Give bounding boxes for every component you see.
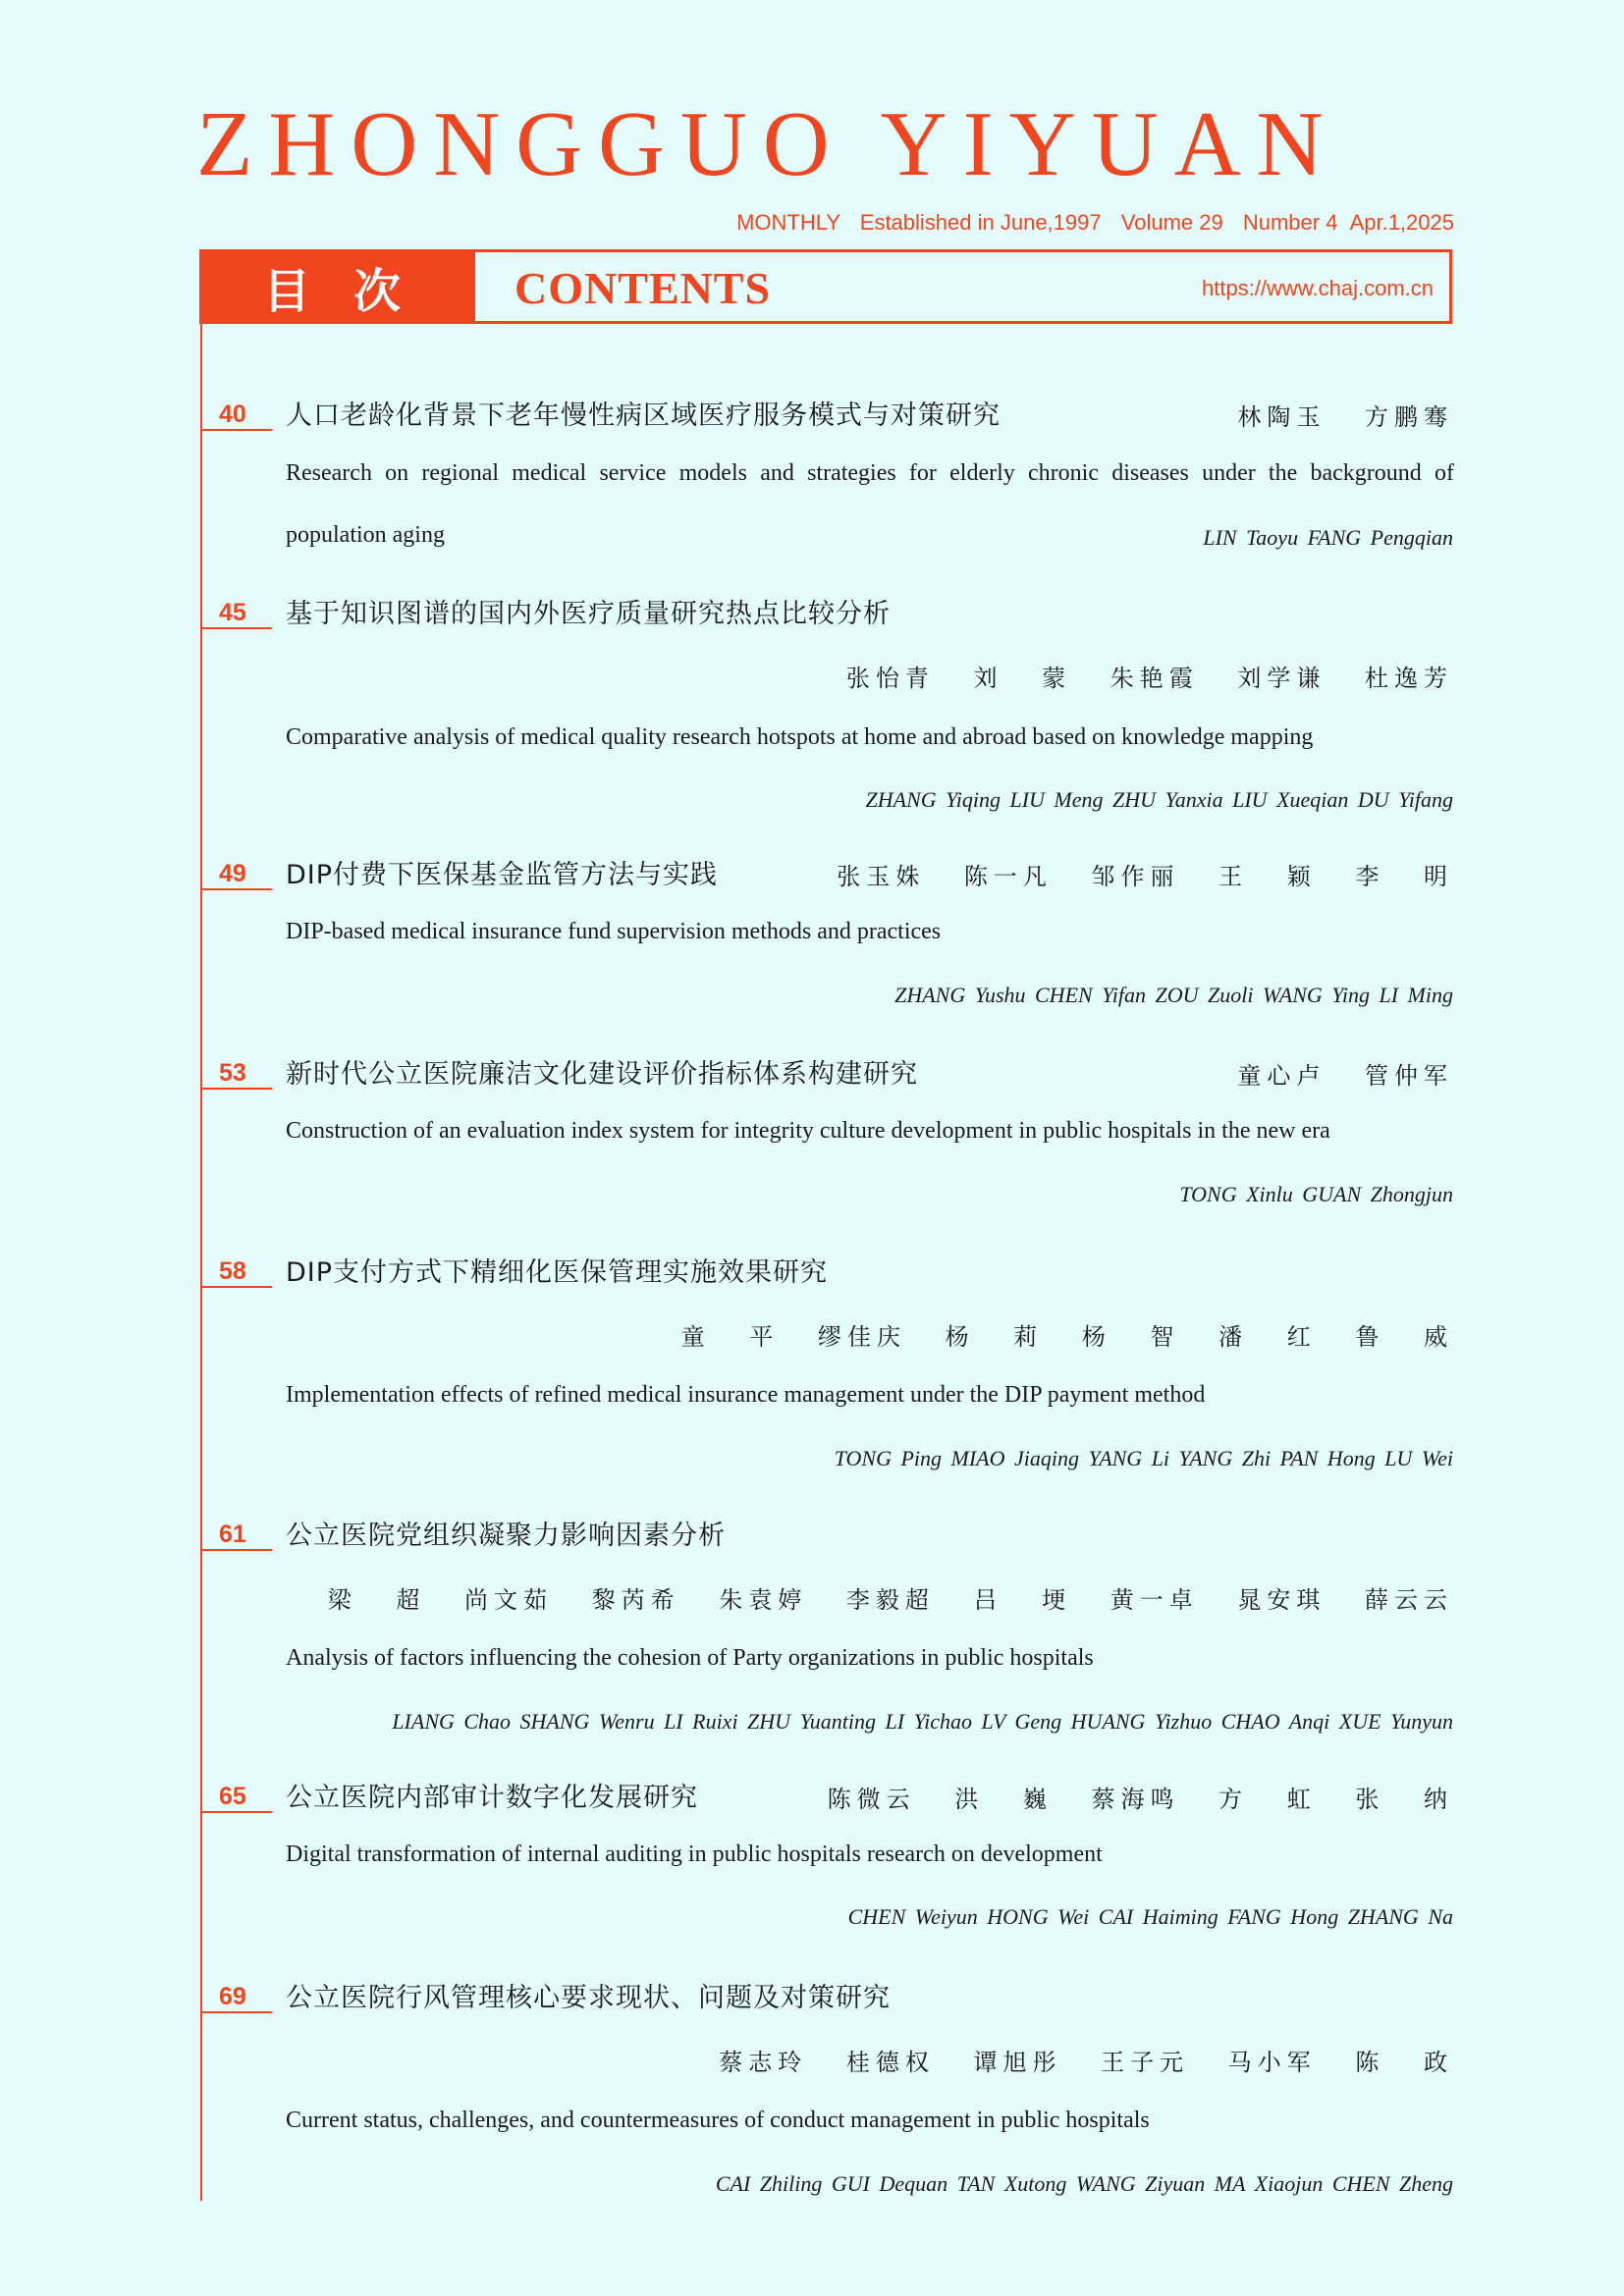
authors-cn: 童心卢 管仲军 [1237, 1062, 1453, 1090]
contents-label-cn: 目次 [202, 252, 475, 321]
page-number: 61 [201, 1520, 272, 1551]
contents-banner [199, 249, 1452, 324]
page-number: 65 [201, 1782, 272, 1813]
article-title-en[interactable]: Analysis of factors influencing the cohesion of Party organizations in public hospitals [286, 1645, 1094, 1671]
article-title-cn[interactable]: 人口老龄化背景下老年慢性病区域医疗服务模式与对策研究 [286, 400, 1001, 431]
article-title-en[interactable]: Construction of an evaluation index system for integrity culture development in public hospitals in the new era [286, 1118, 1330, 1144]
contents-label-en: CONTENTS [514, 263, 772, 313]
article-title-en[interactable]: Comparative analysis of medical quality research hotspots at home and abroad based on knowledge mapping [286, 724, 1314, 750]
issue-date: Apr.1,2025 [1349, 210, 1454, 235]
article-title-cn[interactable]: 公立医院党组织凝聚力影响因素分析 [286, 1521, 726, 1551]
article-title-cn[interactable]: DIP支付方式下精细化医保管理实施效果研究 [286, 1257, 829, 1288]
authors-cn: 蔡志玲 桂德权 谭旭彤 王子元 马小军 陈 政 [719, 2049, 1453, 2076]
authors-en: LIANG Chao SHANG Wenru LI Ruixi ZHU Yuanting LI Yichao LV Geng HUANG Yizhuo CHAO Anqi XUE Yunyun [392, 1709, 1453, 1734]
frequency: MONTHLY [736, 210, 840, 235]
issue-info [723, 210, 1454, 236]
authors-cn: 童 平 缪佳庆 杨 莉 杨 智 潘 红 鲁 威 [680, 1323, 1453, 1351]
page-number: 49 [201, 859, 272, 890]
page-number: 40 [201, 400, 272, 431]
article-title-cn[interactable]: 公立医院内部审计数字化发展研究 [286, 1783, 698, 1813]
article-title-en[interactable]: Implementation effects of refined medical insurance management under the DIP payment method [286, 1382, 1206, 1408]
authors-cn: 张怡青 刘 蒙 朱艳霞 刘学谦 杜逸芳 [845, 665, 1453, 692]
issue-number: Number 4 [1242, 210, 1338, 235]
authors-cn: 林陶玉 方鹏骞 [1237, 403, 1453, 431]
authors-en: LIN Taoyu FANG Pengqian [1203, 525, 1453, 550]
authors-cn: 张玉姝 陈一凡 邹作丽 王 颖 李 明 [837, 863, 1453, 890]
authors-en: ZHANG Yushu CHEN Yifan ZOU Zuoli WANG Ying LI Ming [894, 983, 1453, 1007]
article-title-en[interactable]: Current status, challenges, and countermeasures of conduct management in public hospitals [286, 2108, 1150, 2133]
authors-en: TONG Xinlu GUAN Zhongjun [1179, 1182, 1453, 1206]
article-title-en[interactable]: DIP-based medical insurance fund supervision methods and practices [286, 919, 942, 944]
authors-en: ZHANG Yiqing LIU Meng ZHU Yanxia LIU Xueqian DU Yifang [865, 787, 1453, 812]
page-number: 53 [201, 1058, 272, 1090]
article-title-cn[interactable]: 公立医院行风管理核心要求现状、问题及对策研究 [286, 1983, 891, 2013]
authors-cn: 陈微云 洪 巍 蔡海鸣 方 虹 张 纳 [827, 1786, 1453, 1813]
page-number: 69 [201, 1982, 272, 2013]
page-number: 45 [201, 598, 272, 629]
authors-en: TONG Ping MIAO Jiaqing YANG Li YANG Zhi PAN Hong LU Wei [834, 1446, 1453, 1470]
article-title-en[interactable]: Digital transformation of internal auditing in public hospitals research on development [286, 1842, 1103, 1867]
authors-cn: 梁 超 尚文茹 黎芮希 朱袁婷 李毅超 吕 埂 黄一卓 晁安琪 薛云云 [327, 1586, 1453, 1614]
article-title-cn[interactable]: 基于知识图谱的国内外医疗质量研究热点比较分析 [286, 599, 891, 629]
page-number: 58 [201, 1256, 272, 1288]
established: Established in June,1997 [859, 210, 1102, 235]
volume: Volume 29 [1120, 210, 1223, 235]
journal-title: ZHONGGUO YIYUAN [196, 93, 1339, 195]
article-title-cn[interactable]: 新时代公立医院廉洁文化建设评价指标体系构建研究 [286, 1059, 918, 1090]
authors-en: CAI Zhiling GUI Dequan TAN Xutong WANG Ziyuan MA Xiaojun CHEN Zheng [715, 2171, 1453, 2196]
journal-url-link[interactable]: https://www.chaj.com.cn [1202, 276, 1434, 300]
article-title-cn[interactable]: DIP付费下医保基金监管方法与实践 [286, 860, 719, 890]
article-title-en[interactable]: Research on regional medical service models and strategies for elderly chronic diseases under the background of population aging [286, 460, 1454, 548]
authors-en: CHEN Weiyun HONG Wei CAI Haiming FANG Hong ZHANG Na [847, 1904, 1453, 1929]
